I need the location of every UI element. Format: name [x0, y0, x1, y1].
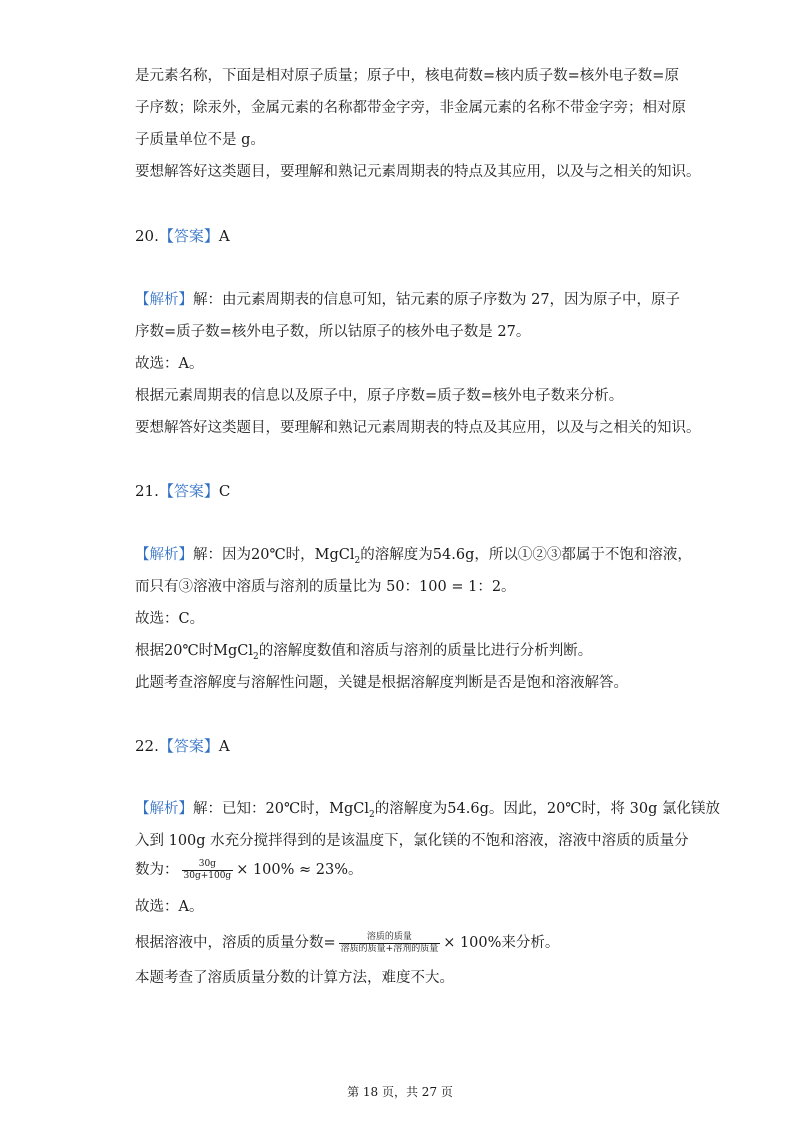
q20-analysis-line-2: 序数=质子数=核外电子数，所以钴原子的核外电子数是 27。 [135, 324, 531, 340]
q21-answer: C [218, 482, 231, 500]
q20-answer: A [218, 227, 230, 245]
page-footer: 第 18 页，共 27 页 [347, 1085, 453, 1099]
q22-text-a: 解：已知：20℃时，MgCl [193, 801, 370, 817]
q21-subscript: 2 [354, 555, 361, 566]
fraction-numerator: 30g [198, 858, 216, 869]
q22-answer: A [218, 737, 230, 755]
intro-line-4: 要想解答好这类题目，要理解和熟记元素周期表的特点及其应用，以及与之相关的知识。 [135, 164, 701, 180]
analysis-label: 【解析】 [135, 547, 193, 563]
q21-answer-heading [135, 481, 675, 501]
q21-number: 21. [135, 482, 159, 500]
answer-label: 【答案】 [158, 482, 219, 500]
q22-choice: 故选：A。 [135, 899, 204, 915]
fraction-numerator: 溶质的质量 [366, 931, 412, 942]
q22-fraction-2 [339, 932, 441, 955]
q20-analysis-text: 解：由元素周期表的信息可知，钴元素的原子序数为 27，因为原子中，原子 [193, 292, 681, 308]
fraction-denominator: 溶质的质量+溶剂的质量 [340, 943, 439, 954]
q21-choice: 故选：C。 [135, 611, 205, 627]
q21-note: 此题考查溶解度与溶解性问题，关键是根据溶解度判断是否是饱和溶液解答。 [135, 675, 628, 691]
q22-method-suffix: × 100%来分析。 [443, 935, 560, 951]
intro-line-2: 子序数；除汞外，金属元素的名称都带金字旁，非金属元素的名称不带金字旁；相对原 [135, 100, 686, 116]
q22-subscript: 2 [369, 809, 375, 820]
q22-fraction-1 [182, 859, 234, 882]
analysis-label: 【解析】 [135, 801, 193, 817]
q22-number: 22. [135, 737, 159, 755]
q22-formula-line [135, 857, 675, 883]
q20-method: 根据元素周期表的信息以及原子中，原子序数=质子数=核外电子数来分析。 [135, 388, 624, 404]
q20-analysis-line-1 [135, 290, 681, 310]
answer-label: 【答案】 [158, 737, 219, 755]
q22-formula-suffix: × 100% ≈ 23%。 [236, 862, 363, 878]
analysis-label: 【解析】 [135, 292, 193, 308]
q20-choice: 故选：A。 [135, 356, 204, 372]
q20-note: 要想解答好这类题目，要理解和熟记元素周期表的特点及其应用，以及与之相关的知识。 [135, 420, 701, 436]
q21-text-b: 的溶解度为54.6g，所以①②③都属于不饱和溶液， [360, 547, 692, 563]
q22-analysis-line-2: 入到 100g 水充分搅拌得到的是该温度下，氯化镁的不饱和溶液，溶液中溶质的质量分 [135, 833, 689, 849]
q21-method [135, 641, 675, 667]
q22-answer-heading [135, 736, 675, 756]
q22-analysis-line-1 [135, 799, 720, 825]
q22-method-prefix: 根据溶液中，溶质的质量分数= [135, 935, 336, 951]
intro-line-3: 子质量单位不是 g。 [135, 132, 265, 148]
q21-method-b: 的溶解度数值和溶质与溶剂的质量比进行分析判断。 [258, 643, 593, 659]
q22-method [135, 930, 675, 956]
q22-note: 本题考查了溶质质量分数的计算方法，难度不大。 [135, 970, 454, 986]
q21-text-a: 解：因为20℃时，MgCl [193, 547, 355, 563]
q21-analysis-line-1 [135, 545, 692, 571]
q21-method-subscript: 2 [253, 651, 259, 662]
q20-answer-heading [135, 226, 675, 246]
answer-label: 【答案】 [158, 227, 219, 245]
q21-analysis-line-2: 而只有③溶液中溶质与溶剂的质量比为 50：100 = 1：2。 [135, 579, 516, 595]
q21-method-a: 根据20℃时MgCl [135, 643, 254, 659]
q22-formula-prefix: 数为： [135, 862, 179, 878]
fraction-denominator: 30g+100g [183, 870, 232, 881]
intro-line-1: 是元素名称，下面是相对原子质量；原子中，核电荷数=核内质子数=核外电子数=原 [135, 68, 679, 84]
q20-number: 20. [135, 227, 159, 245]
q22-text-b: 的溶解度为54.6g。因此，20℃时，将 30g 氯化镁放 [374, 801, 720, 817]
